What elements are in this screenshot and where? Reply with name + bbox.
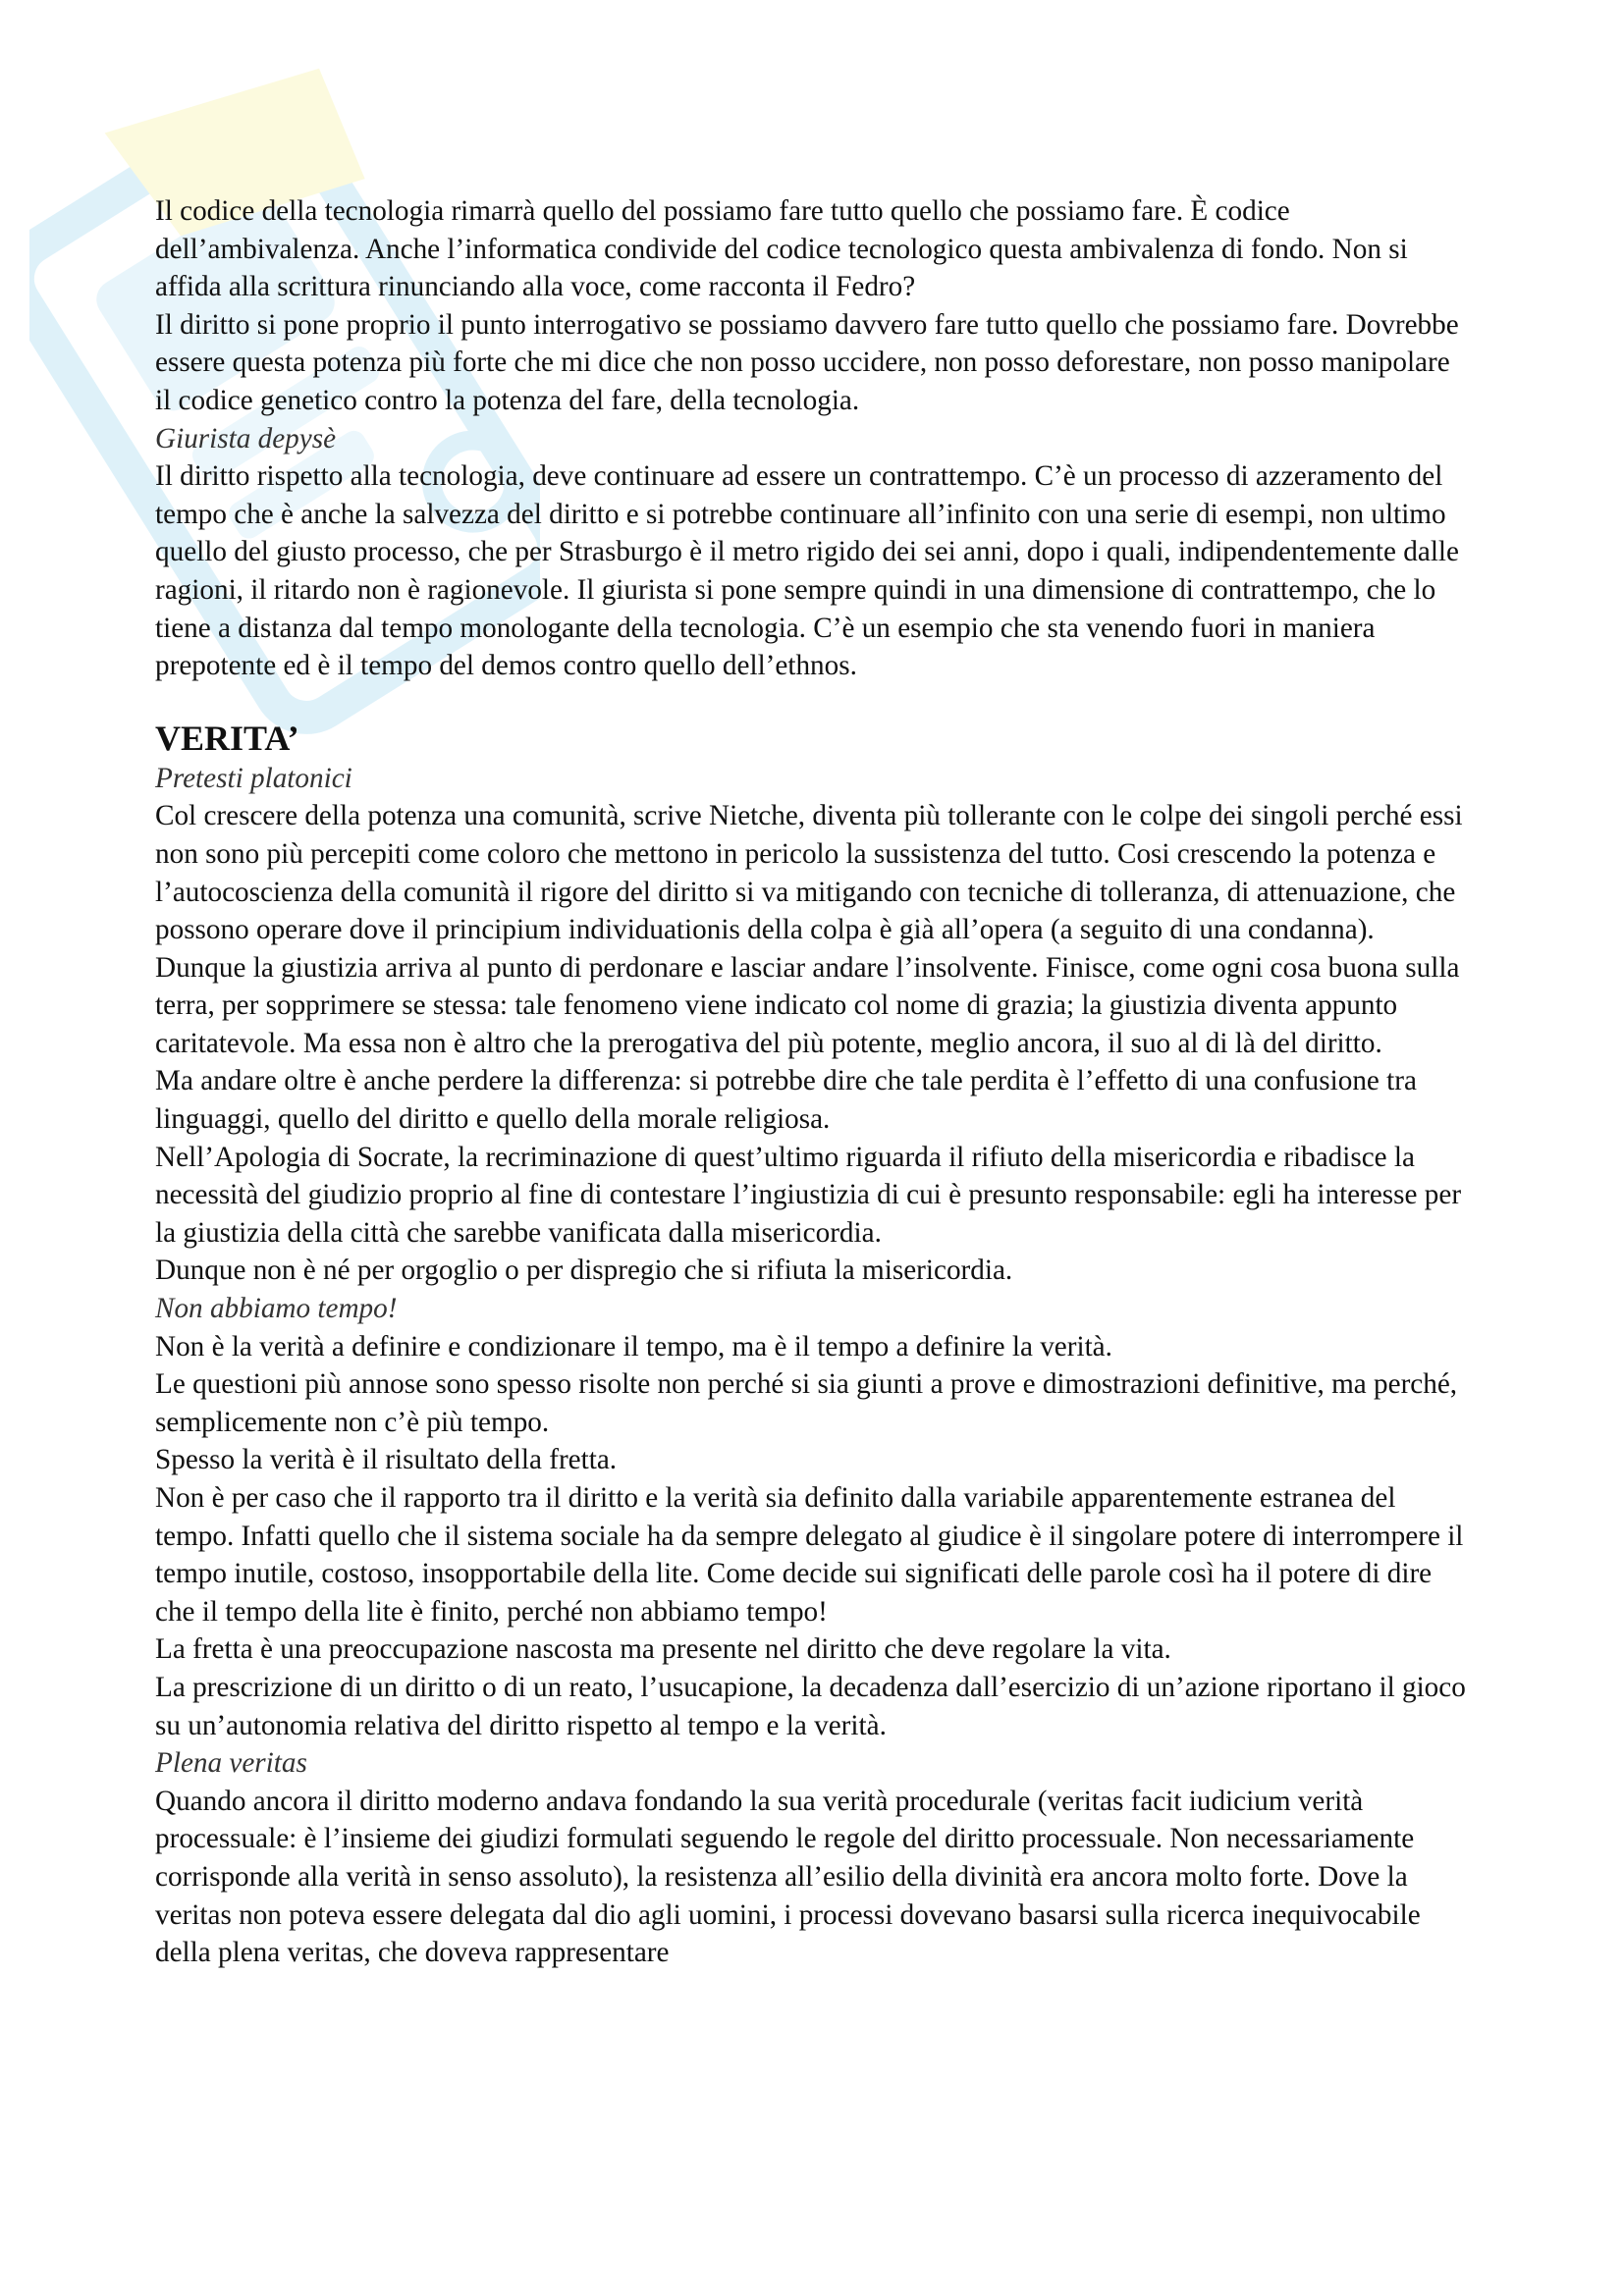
paragraph-intro-2: Il diritto si pone proprio il punto interrogativo se possiamo davvero fare tutto quello che possiamo fare. Dovrebbe essere questa potenza più forte che mi dice che non posso uccidere, non posso deforestare, non posso manipolare il codice genetico contro la potenza del fare, della tecnologia.	[155, 308, 1459, 416]
paragraph-pretesti-1: Col crescere della potenza una comunità, scrive Nietche, diventa più tollerante con le colpe dei singoli perché essi non sono più percepiti come coloro che mettono in pericolo la sussistenza del tutto. Cosi crescendo la potenza e l’autocoscienza della comunità il rigore del diritto si va mitigando con tecniche di tolleranza, di attenuazione, che possono operare dove il principium individuationis della colpa è già all’opera (a seguito di una condanna).	[155, 800, 1463, 946]
subheading-plena: Plena veritas	[155, 1747, 307, 1780]
subheading-tempo: Non abbiamo tempo!	[155, 1293, 398, 1325]
paragraph-tempo-5: La fretta è una preoccupazione nascosta ma presente nel diritto che deve regolare la vita.	[155, 1633, 1171, 1666]
paragraph-intro-1: Il codice della tecnologia rimarrà quello del possiamo fare tutto quello che possiamo fare. È codice dell’ambivalenza. Anche l’informatica condivide del codice tecnologico questa ambivalenza di fondo. Non si affida alla scrittura rinunciando alla voce, come racconta il Fedro?	[155, 195, 1408, 303]
document-body	[155, 192, 1471, 1972]
paragraph-tempo-4: Non è per caso che il rapporto tra il diritto e la verità sia definito dalla variabile apparentemente estranea del tempo. Infatti quello che il sistema sociale ha da sempre delegato al giudice è il singolare potere di interrompere il tempo inutile, costoso, insopportabile della lite. Come decide sui significati delle parole così ha il potere di dire che il tempo della lite è finito, perché non abbiamo tempo!	[155, 1482, 1464, 1628]
paragraph-pretesti-4: Nell’Apologia di Socrate, la recriminazione di quest’ultimo riguarda il rifiuto della misericordia e ribadisce la necessità del giudizio proprio al fine di contestare l’ingiustizia di cui è presunto responsabile: egli ha interesse per la giustizia della città che sarebbe vanificata dalla misericordia.	[155, 1141, 1462, 1249]
paragraph-pretesti-2: Dunque la giustizia arriva al punto di perdonare e lasciar andare l’insolvente. Finisce, come ogni cosa buona sulla terra, per sopprimere se stessa: tale fenomeno viene indicato col nome di grazia; la giustizia diventa appunto caritatevole. Ma essa non è altro che la prerogativa del più potente, meglio ancora, il suo al di là del diritto.	[155, 951, 1460, 1059]
subheading-pretesti: Pretesti platonici	[155, 762, 352, 794]
paragraph-plena: Quando ancora il diritto moderno andava fondando la sua verità procedurale (veritas facit iudicium verità processuale: è l’insieme dei giudizi formulati seguendo le regole del diritto processuale. Non necessariamente corrisponde alla verità in senso assoluto), la resistenza all’esilio della divinità era ancora molto forte. Dove la veritas non poteva essere delegata dal dio agli uomini, i processi dovevano basarsi sulla ricerca inequivocabile della plena veritas, che doveva rappresentare	[155, 1785, 1421, 1969]
paragraph-pretesti-3: Ma andare oltre è anche perdere la differenza: si potrebbe dire che tale perdita è l’effetto di una confusione tra linguaggi, quello del diritto e quello della morale religiosa.	[155, 1065, 1417, 1136]
subheading-giurista: Giurista depysè	[155, 422, 337, 454]
paragraph-pretesti-5: Dunque non è né per orgoglio o per dispregio che si rifiuta la misericordia.	[155, 1255, 1013, 1287]
paragraph-tempo-6: La prescrizione di un diritto o di un reato, l’usucapione, la decadenza dall’esercizio di un’azione riportano il gioco su un’autonomia relativa del diritto rispetto al tempo e la verità.	[155, 1671, 1466, 1741]
section-title-verita: VERITA’	[155, 718, 299, 758]
paragraph-tempo-1: Non è la verità a definire e condizionare il tempo, ma è il tempo a definire la verità.	[155, 1330, 1112, 1362]
paragraph-tempo-3: Spesso la verità è il risultato della fretta.	[155, 1444, 618, 1476]
paragraph-giurista: Il diritto rispetto alla tecnologia, deve continuare ad essere un contrattempo. C’è un processo di azzeramento del tempo che è anche la salvezza del diritto e si potrebbe continuare all’infinito con una serie di esempi, non ultimo quello del giusto processo, che per Strasburgo è il metro rigido dei sei anni, dopo i quali, indipendentemente dalle ragioni, il ritardo non è ragionevole. Il giurista si pone sempre quindi in una dimensione di contrattempo, che lo tiene a distanza dal tempo monologante della tecnologia. C’è un esempio che sta venendo fuori in maniera prepotente ed è il tempo del demos contro quello dell’ethnos.	[155, 460, 1459, 682]
paragraph-tempo-2: Le questioni più annose sono spesso risolte non perché si sia giunti a prove e dimostrazioni definitive, ma perché, semplicemente non c’è più tempo.	[155, 1368, 1458, 1438]
